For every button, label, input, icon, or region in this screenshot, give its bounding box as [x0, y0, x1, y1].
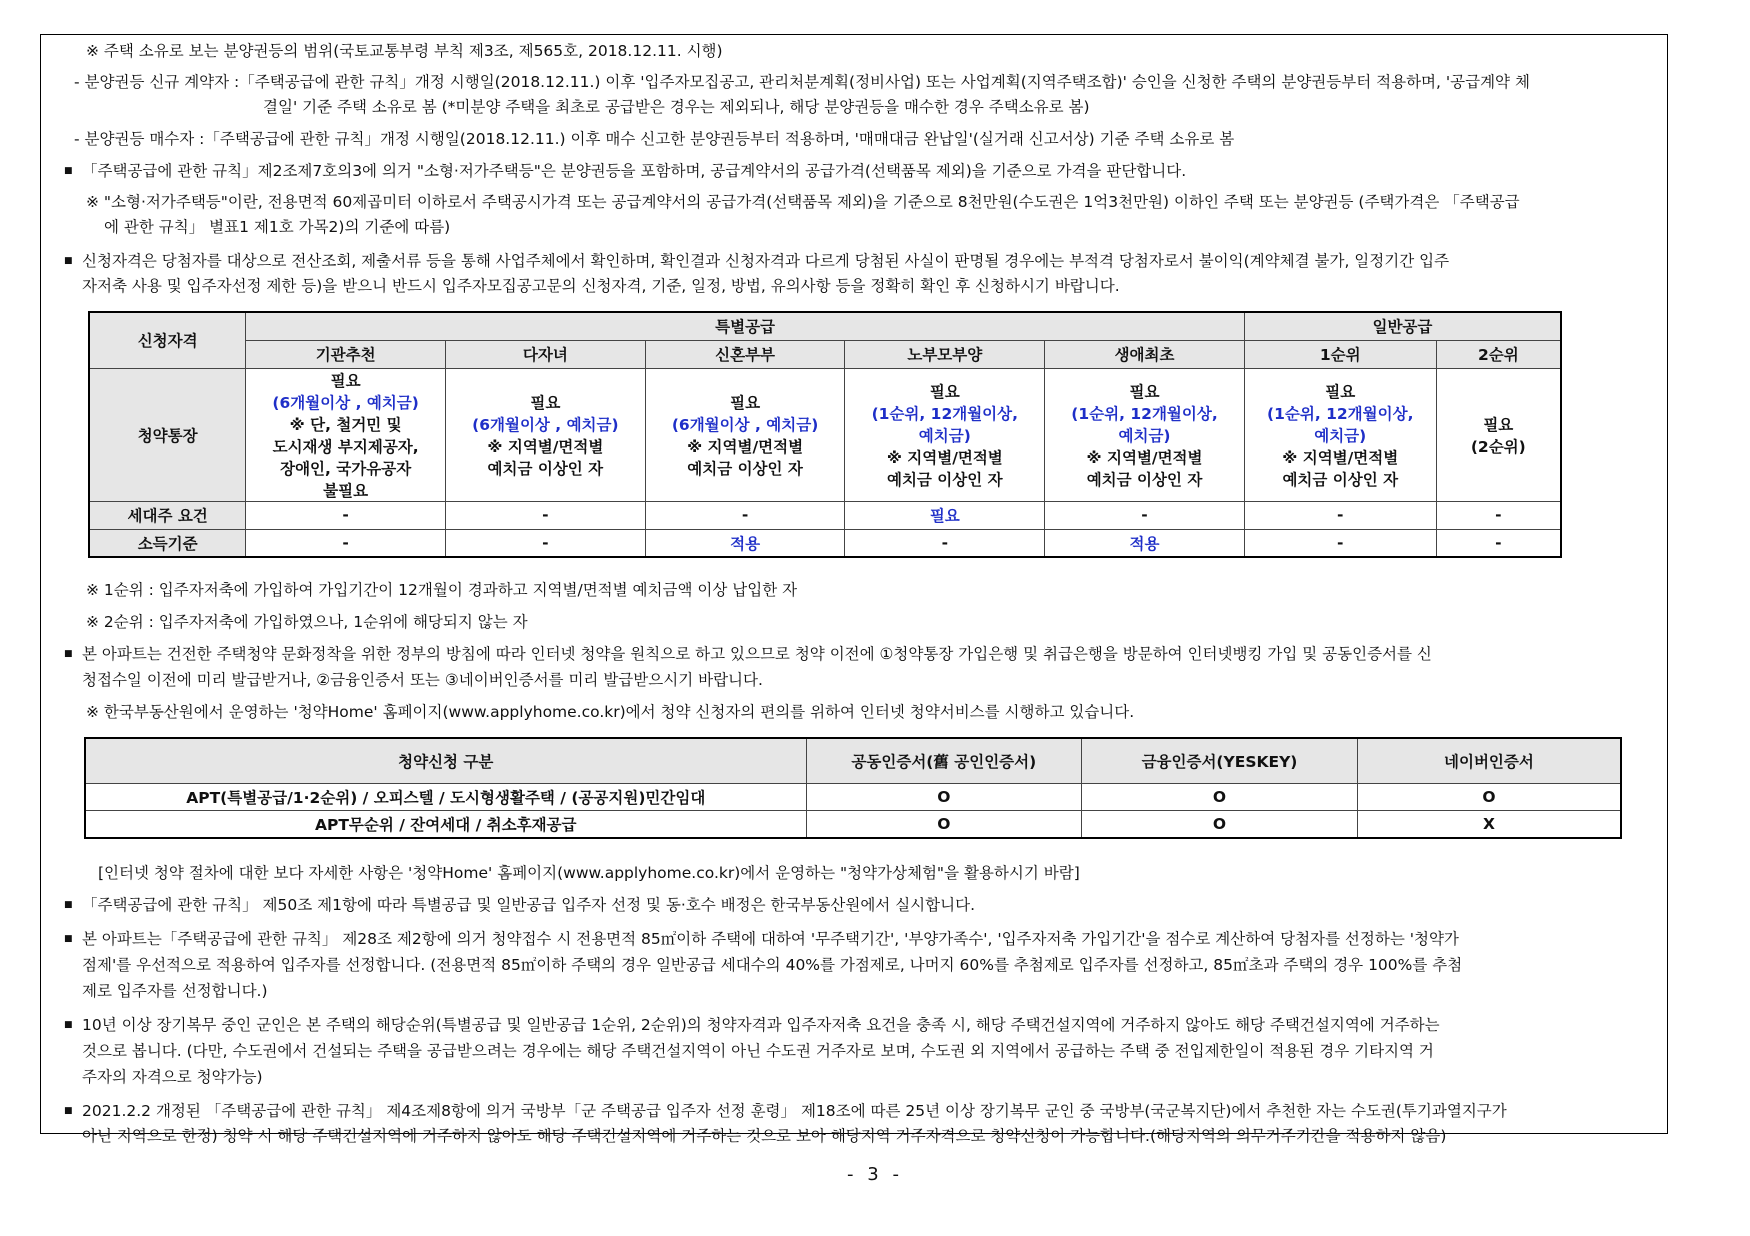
col-header: 다자녀: [446, 340, 646, 368]
text-line: ※ "소형·저가주택등"이란, 전용면적 60제곱미터 이하로서 주택공시가격 또는 공급계약서의 공급가격(선택품목 제외)을 기준으로 8천만원(수도권은 1억3천만원) 이하인 주택 또는 분양권등 (주택가격은 「주택공급: [86, 193, 1520, 211]
text-line: 아닌 지역으로 한정) 청약 시 해당 주택건설지역에 거주하지 않아도 해당 주택건설지역에 거주하는 것으로 보아 해당지역 거주자격으로 청약신청이 가능합니다.(해당지역의 의무거주기간을 적용하지 않음): [82, 1127, 1447, 1145]
table-cell: O: [1357, 784, 1621, 811]
table-row: [89, 529, 1561, 557]
table-cell: APT(특별공급/1·2순위) / 오피스텔 / 도시형생활주택 / (공공지원)민간임대: [85, 784, 806, 811]
text-line: - 분양권등 신규 계약자 :「주택공급에 관한 규칙」개정 시행일(2018.12.11.) 이후 '입주자모집공고, 관리처분계획(정비사업) 또는 사업계획(지역주택조합)' 승인을 신청한 주택의 분양권등부터 적용하며, '공급계약 체: [74, 73, 1530, 91]
col-header: 1순위: [1244, 340, 1436, 368]
text-line: [인터넷 청약 절차에 대한 보다 자세한 사항은 '청약Home' 홈페이지(www.applyhome.co.kr)에서 운영하는 "청약가상체험"을 활용하시기 바람]: [98, 864, 1080, 882]
col-header: 청약신청 구분: [85, 738, 806, 784]
table-cell: -: [1436, 501, 1561, 529]
text-line: 주자의 자격으로 청약가능): [82, 1068, 263, 1086]
header-general-supply: 일반공급: [1244, 312, 1561, 340]
text-line: 결일' 기준 주택 소유로 봄 (*미분양 주택을 최초로 공급받은 경우는 제외되나, 해당 분양권등을 매수한 경우 주택소유로 봄): [263, 98, 1090, 116]
table-cell: 필요 (1순위, 12개월이상, 예치금) ※ 지역별/면적별 예치금 이상인 자: [1244, 368, 1436, 501]
table-row: [89, 368, 1561, 501]
table-cell: APT무순위 / 잔여세대 / 취소후재공급: [85, 811, 806, 839]
table-cell: 적용: [1045, 529, 1245, 557]
certificate-table: [84, 737, 1622, 839]
table-cell: 필요 (2순위): [1436, 368, 1561, 501]
text-line: ※ 한국부동산원에서 운영하는 '청약Home' 홈페이지(www.applyhome.co.kr)에서 청약 신청자의 편의를 위하여 인터넷 청약서비스를 시행하고 있습니다.: [86, 703, 1135, 721]
text-line: ※ 주택 소유로 보는 분양권등의 범위(국토교통부령 부칙 제3조, 제565호, 2018.12.11. 시행): [86, 42, 723, 60]
table-cell: -: [446, 501, 646, 529]
table-cell: X: [1357, 811, 1621, 839]
bullet-item: ■ 본 아파트는 건전한 주택청약 문화정착을 위한 정부의 방침에 따라 인터넷 청약을 원칙으로 하고 있으므로 청약 이전에 ①청약통장 가입은행 및 취급은행을 방문하여 인터넷뱅킹 가입 및 공동인증서를 신: [82, 643, 1432, 665]
text-line: - 분양권등 매수자 :「주택공급에 관한 규칙」개정 시행일(2018.12.11.) 이후 매수 신고한 분양권등부터 적용하며, '매매대금 완납일'(실거래 신고서상) 기준 주택 소유로 봄: [74, 130, 1235, 148]
page-number: - 3 -: [847, 1164, 903, 1185]
table-cell: 필요 (6개월이상 , 예치금) ※ 지역별/면적별 예치금 이상인 자: [446, 368, 646, 501]
text-line: 제로 입주자를 선정합니다.): [82, 982, 268, 1000]
bullet-item: ■ 「주택공급에 관한 규칙」제2조제7호의3에 의거 "소형·저가주택등"은 분양권등을 포함하며, 공급계약서의 공급가격(선택품목 제외)을 기준으로 가격을 판단합니다.: [82, 160, 1186, 182]
header-special-supply: 특별공급: [246, 312, 1245, 340]
table-cell: -: [446, 529, 646, 557]
table-cell: -: [1045, 501, 1245, 529]
table-cell: -: [1244, 529, 1436, 557]
table-cell: -: [1244, 501, 1436, 529]
row-label: 소득기준: [89, 529, 246, 557]
table-cell: -: [1436, 529, 1561, 557]
table-cell: 필요 (6개월이상 , 예치금) ※ 단, 철거민 및 도시재생 부지제공자, 장애인, 국가유공자 불필요: [246, 368, 446, 501]
col-header: 생애최초: [1045, 340, 1245, 368]
table-cell: O: [806, 811, 1082, 839]
text-line: 점제'를 우선적으로 적용하여 입주자를 선정합니다. (전용면적 85㎡이하 주택의 경우 일반공급 세대수의 40%를 가점제로, 나머지 60%를 추첨제로 입주자를 선정하고, 85㎡초과 주택의 경우 100%를 추첨: [82, 956, 1463, 974]
row-label: 청약통장: [89, 368, 246, 501]
text-line: 에 관한 규칙」 별표1 제1호 가목2)의 기준에 따름): [104, 218, 451, 236]
bullet-item: ■ 신청자격은 당첨자를 대상으로 전산조회, 제출서류 등을 통해 사업주체에서 확인하며, 확인결과 신청자격과 다르게 당첨된 사실이 판명될 경우에는 부적격 당첨자로서 불이익(계약체결 불가, 일정기간 입주: [82, 250, 1449, 272]
col-header: 공동인증서(舊 공인인증서): [806, 738, 1082, 784]
text-line: 자저축 사용 및 입주자선정 제한 등)을 받으니 반드시 입주자모집공고문의 신청자격, 기준, 일정, 방법, 유의사항 등을 정확히 확인 후 신청하시기 바랍니다.: [82, 277, 1120, 295]
bullet-item: ■ 10년 이상 장기복무 중인 군인은 본 주택의 해당순위(특별공급 및 일반공급 1순위, 2순위)의 청약자격과 입주자저축 요건을 충족 시, 해당 주택건설지역에 거주하지 않아도 해당 주택건설지역에 거주하는: [82, 1014, 1440, 1036]
table-cell: O: [1082, 811, 1358, 839]
text-line: ※ 2순위 : 입주자저축에 가입하였으나, 1순위에 해당되지 않는 자: [86, 613, 528, 631]
text-line: ※ 1순위 : 입주자저축에 가입하여 가입기간이 12개월이 경과하고 지역별/면적별 예치금액 이상 납입한 자: [86, 581, 798, 599]
table-cell: 필요 (6개월이상 , 예치금) ※ 지역별/면적별 예치금 이상인 자: [645, 368, 845, 501]
row-label: 세대주 요건: [89, 501, 246, 529]
bullet-item: ■ 「주택공급에 관한 규칙」 제50조 제1항에 따라 특별공급 및 일반공급 입주자 선정 및 동·호수 배정은 한국부동산원에서 실시합니다.: [82, 894, 975, 916]
header-qualification: 신청자격: [89, 312, 246, 368]
table-row: [85, 784, 1621, 811]
text-line: 것으로 봅니다. (다만, 수도권에서 건설되는 주택을 공급받으려는 경우에는 해당 주택건설지역이 아닌 수도권 거주자로 보며, 수도권 외 지역에서 공급하는 주택 중 전입제한일이 적용된 경우 기타지역 거: [82, 1042, 1434, 1060]
bullet-item: ■ 본 아파트는「주택공급에 관한 규칙」 제28조 제2항에 의거 청약접수 시 전용면적 85㎡이하 주택에 대하여 '무주택기간', '부양가족수', '입주자저축 가입기간'을 점수로 계산하여 당첨자를 선정하는 '청약가: [82, 928, 1459, 950]
table-cell: 필요 (1순위, 12개월이상, 예치금) ※ 지역별/면적별 예치금 이상인 자: [1045, 368, 1245, 501]
table-cell: O: [806, 784, 1082, 811]
table-cell: O: [1082, 784, 1358, 811]
col-header: 2순위: [1436, 340, 1561, 368]
table-cell: -: [645, 501, 845, 529]
text-line: 청접수일 이전에 미리 발급받거나, ②금융인증서 또는 ③네이버인증서를 미리 발급받으시기 바랍니다.: [82, 671, 763, 689]
col-header: 기관추천: [246, 340, 446, 368]
table-row: [89, 501, 1561, 529]
col-header: 노부모부양: [845, 340, 1045, 368]
col-header: 금융인증서(YESKEY): [1082, 738, 1358, 784]
table-row: [85, 811, 1621, 839]
eligibility-table: [88, 311, 1562, 558]
table-cell: 필요: [845, 501, 1045, 529]
col-header: 신혼부부: [645, 340, 845, 368]
table-cell: 필요 (1순위, 12개월이상, 예치금) ※ 지역별/면적별 예치금 이상인 자: [845, 368, 1045, 501]
table-cell: -: [246, 501, 446, 529]
table-cell: -: [246, 529, 446, 557]
bullet-item: ■ 2021.2.2 개정된 「주택공급에 관한 규칙」 제4조제8항에 의거 국방부「군 주택공급 입주자 선정 훈령」 제18조에 따른 25년 이상 장기복무 군인 중 국방부(국군복지단)에서 추천한 자는 수도권(투기과열지구가: [82, 1100, 1507, 1122]
table-cell: -: [845, 529, 1045, 557]
col-header: 네이버인증서: [1357, 738, 1621, 784]
table-cell: 적용: [645, 529, 845, 557]
